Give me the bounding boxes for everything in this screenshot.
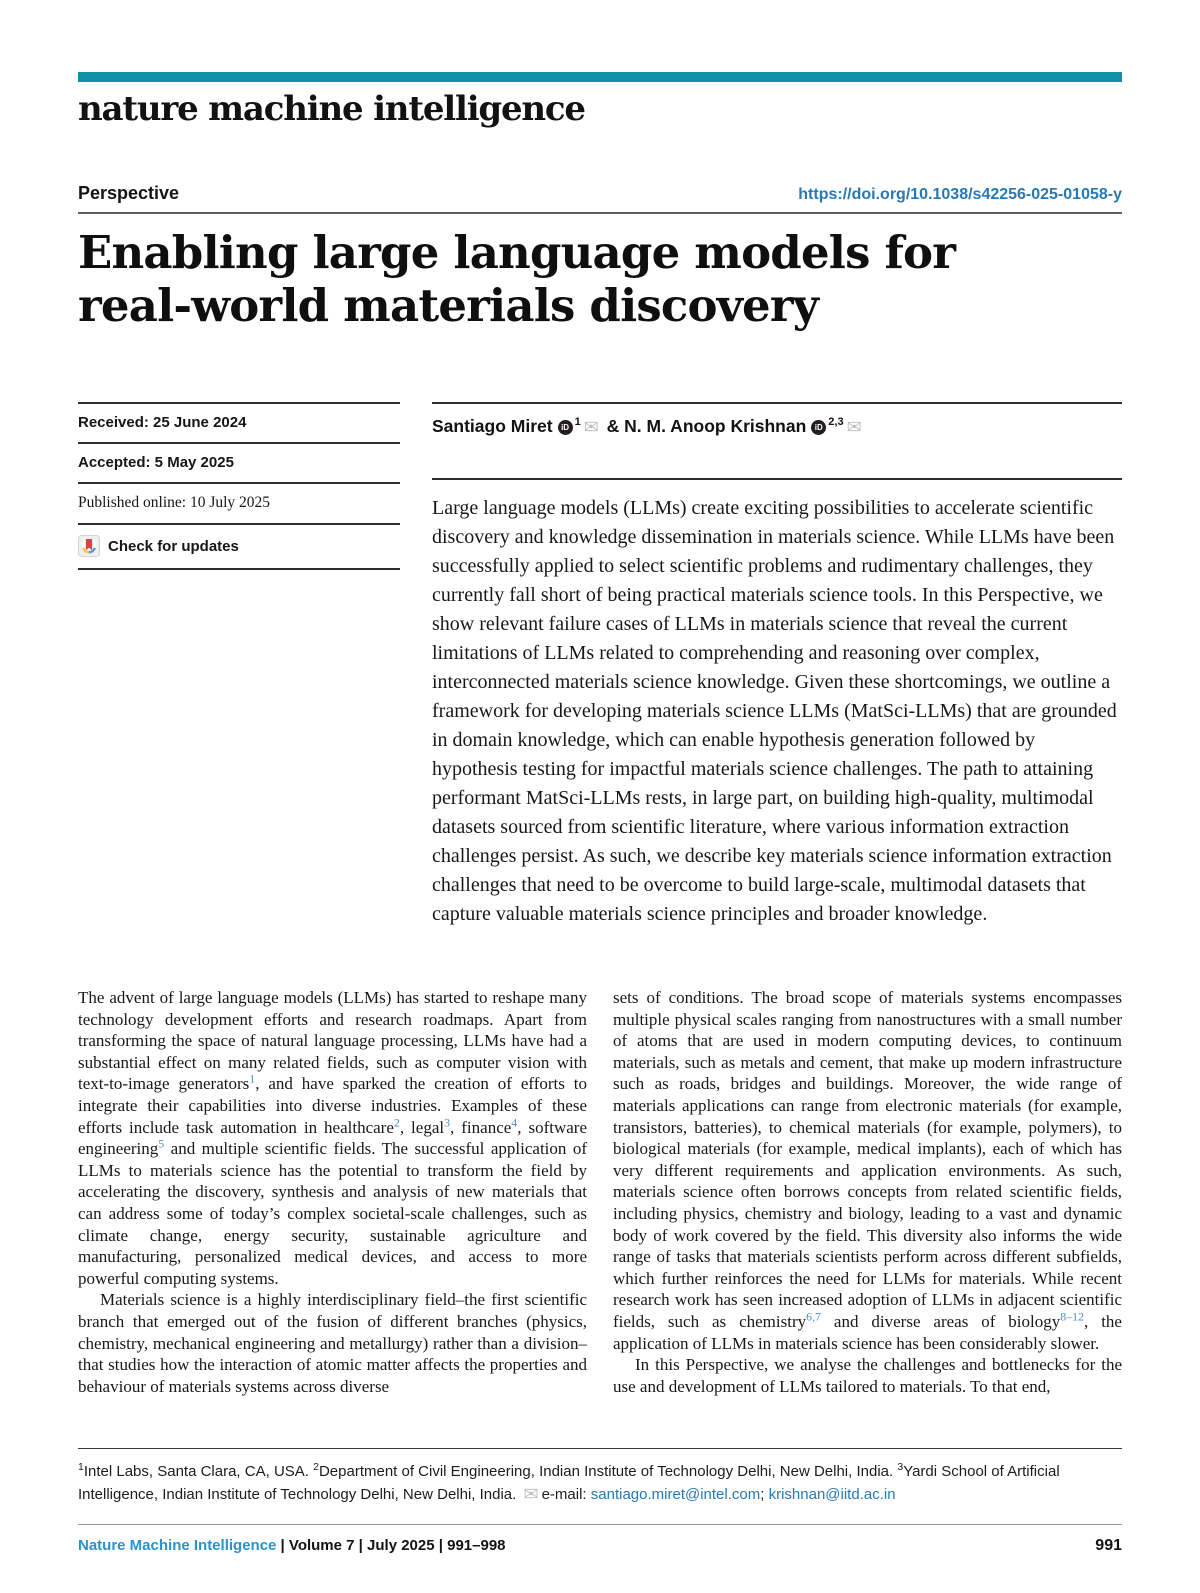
email-envelope-icon[interactable]: ✉	[583, 417, 599, 437]
accepted-date: Accepted: 5 May 2025	[78, 442, 400, 482]
page-number: 991	[1095, 1537, 1122, 1554]
author-1-affiliation-sup: 1	[574, 416, 581, 429]
footer-journal-name: Nature Machine Intelligence	[78, 1537, 277, 1554]
brand-accent-bar	[78, 72, 1122, 82]
body-paragraph: The advent of large language models (LLMs) has started to reshape many technology development efforts and research roadmaps. Apart from transforming the space of natural language processing, LLMs have had a substantial effect on many related fields, such as computer vision with text-to-image generators$^1$, and have sparked the creation of efforts to integrate their capabilities into diverse industries. Examples of these efforts include task automation in healthcare$^2$, legal$^3$, finance$^4$, software engineering$^5$ and multiple scientific fields. The successful application of LLMs to materials science has the potential to transform the field by accelerating the discovery, synthesis and analysis of new materials that can address some of today’s complex societal-scale challenges, such as climate change, energy security, sustainable agriculture and manufacturing, personalized medical devices, and access to more powerful computing systems.	[78, 988, 587, 1288]
author-2-name: N. M. Anoop Krishnan	[624, 416, 807, 436]
body-paragraph: In this Perspective, we analyse the challenges and bottlenecks for the use and development of LLMs tailored to materials. To that end,	[613, 1355, 1122, 1396]
article-title	[78, 226, 1122, 332]
orcid-icon[interactable]: iD	[558, 420, 573, 435]
affiliations-text: $^1$Intel Labs, Santa Clara, CA, USA. $^2$Department of Civil Engineering, Indian Institute of Technology Delhi, New Delhi, India. $^3$Yardi School of Artificial Intelligence, Indian Institute of Technology Delhi, New Delhi, India.	[78, 1461, 1060, 1503]
email-separator: ;	[760, 1486, 769, 1503]
affiliations-footnote	[78, 1448, 1122, 1506]
orcid-icon[interactable]: iD	[811, 420, 826, 435]
author-byline	[432, 402, 1122, 478]
email-envelope-icon[interactable]: ✉	[846, 417, 862, 437]
article-type-label: Perspective	[78, 183, 180, 203]
body-column-right	[613, 987, 1122, 1397]
body-column-left	[78, 987, 587, 1397]
doi-link[interactable]: https://doi.org/10.1038/s42256-025-01058-y	[798, 186, 1122, 203]
author-2-email-link[interactable]: krishnan@iitd.ac.in	[768, 1486, 896, 1503]
body-text	[78, 987, 1122, 1397]
authors-and-abstract	[432, 402, 1122, 987]
check-for-updates[interactable]	[78, 523, 400, 570]
email-label: e-mail:	[541, 1486, 591, 1503]
crossmark-icon	[78, 535, 100, 557]
author-2-affiliation-sup: 2,3	[828, 416, 844, 429]
journal-logo: nature machine intelligence	[78, 89, 585, 129]
body-paragraph: Materials science is a highly interdisciplinary field–the first scientific branch that emerged out of the fusion of different branches (physics, chemistry, mechanical engineering and metallurgy) rather than a division–that studies how the interaction of atomic matter affects the properties and behaviour of materials systems across diverse	[78, 1290, 587, 1396]
email-envelope-icon: ✉	[523, 1484, 539, 1504]
author-joiner: &	[601, 416, 625, 436]
abstract-text: Large language models (LLMs) create exciting possibilities to accelerate scientific discovery and knowledge dissemination in materials science. While LLMs have been successfully applied to select scientific problems and rudimentary challenges, they currently fall short of being practical materials science tools. In this Perspective, we show relevant failure cases of LLMs in materials science that reveal the current limitations of LLMs related to comprehending and reasoning over complex, interconnected materials science knowledge. Given these shortcomings, we outline a framework for developing materials science LLMs (MatSci-LLMs) that are grounded in domain knowledge, which can enable hypothesis generation followed by hypothesis testing for impactful materials science challenges. The path to attaining performant MatSci-LLMs rests, in large part, on building high-quality, multimodal datasets sourced from scientific literature, where various information extraction challenges persist. As such, we describe key materials science information extraction challenges that need to be overcome to build large-scale, multimodal datasets that capture valuable materials science principles and broader knowledge.	[432, 478, 1122, 929]
header-divider	[78, 212, 1122, 214]
meta-section	[78, 402, 1122, 987]
author-1-name: Santiago Miret	[432, 416, 553, 436]
check-for-updates-label: Check for updates	[108, 537, 239, 555]
journal-issue-line	[78, 1537, 506, 1554]
footer-issue-meta: | Volume 7 | July 2025 | 991–998	[276, 1537, 506, 1554]
article-history	[78, 402, 400, 987]
published-date: Published online: 10 July 2025	[78, 482, 400, 523]
received-date: Received: 25 June 2024	[78, 402, 400, 442]
article-header	[78, 183, 1122, 204]
body-paragraph: sets of conditions. The broad scope of materials systems encompasses multiple physical scales ranging from nanostructures with a small number of atoms that are used in modern computing devices, to continuum materials, such as metals and cement, that make up modern infrastructure such as roads, bridges and buildings. Moreover, the wide range of materials applications can range from electronic materials (for example, transistors, batteries), to chemical materials (for example, polymers), to biological materials (for example, medical implants), each of which has very different requirements and application environments. As such, materials science often borrows concepts from related scientific fields, including physics, chemistry and biology, leading to a vast and dynamic body of work covered by the field. This diversity also informs the wide range of tasks that materials scientists perform across different subfields, which further reinforces the need for LLMs for materials. While recent research work has seen increased adoption of LLMs in adjacent scientific fields, such as chemistry$^{6,7}$ and diverse areas of biology$^{8-12}$, the application of LLMs in materials science has been considerably slower.	[613, 988, 1122, 1353]
article-title-line1: Enabling large language models for	[78, 226, 956, 279]
page-footer	[78, 1524, 1122, 1555]
author-1-email-link[interactable]: santiago.miret@intel.com	[590, 1486, 761, 1503]
article-title-line2: real-world materials discovery	[78, 279, 819, 332]
